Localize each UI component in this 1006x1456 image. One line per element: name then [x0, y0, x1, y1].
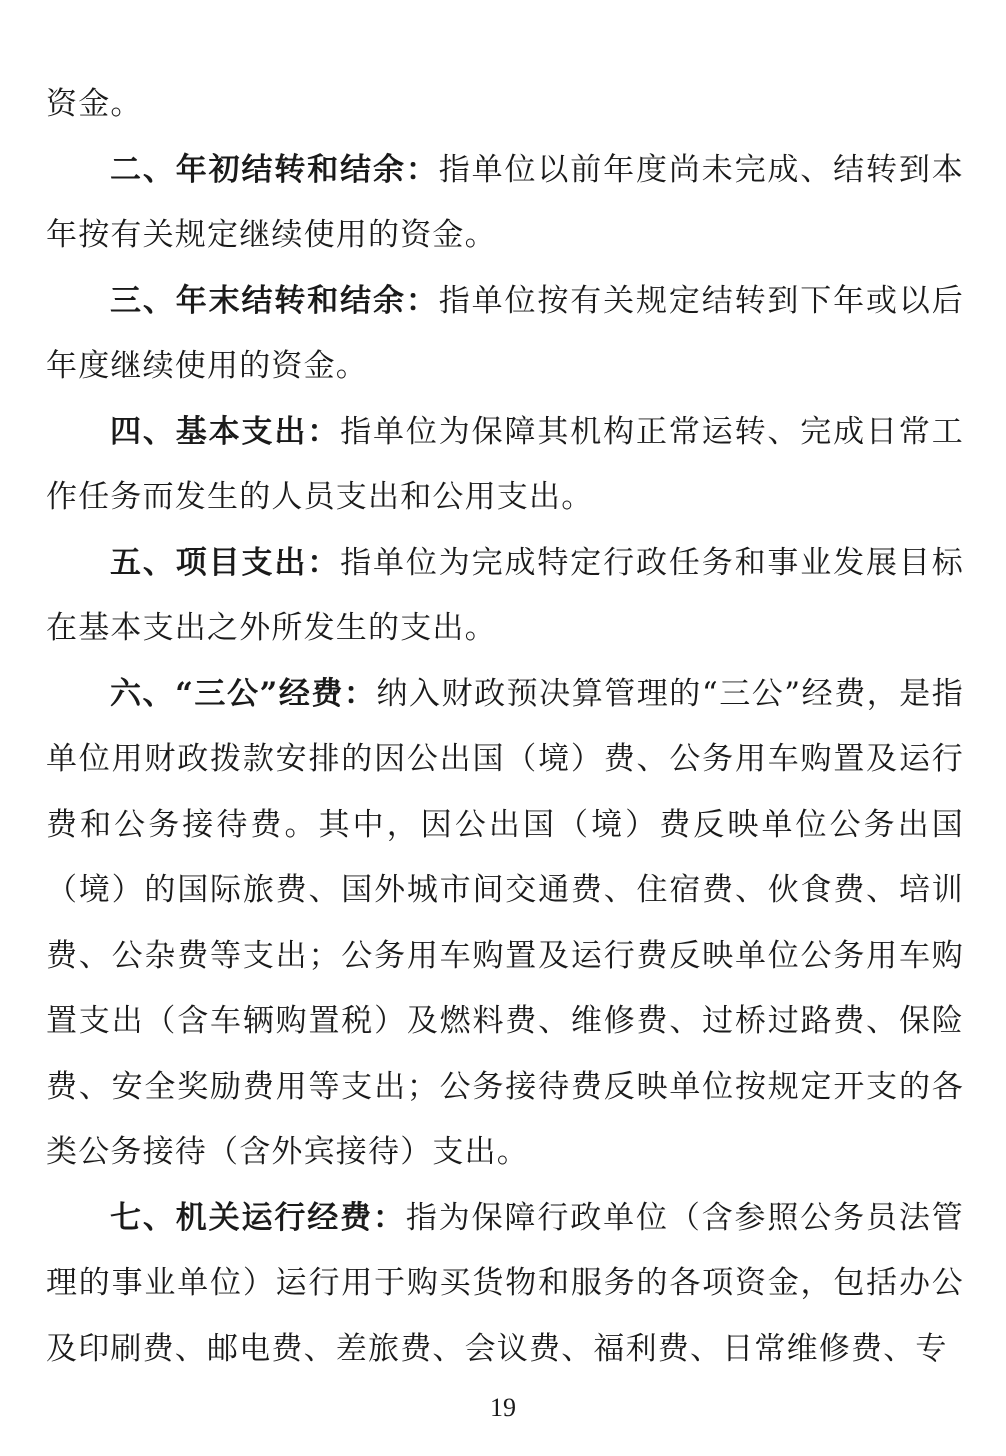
section-term: 三、年末结转和结余： — [110, 282, 439, 319]
section-term: 二、年初结转和结余： — [110, 151, 439, 188]
section-body: 指单位为保障其机构正常运转、完成日常工作任务而发生的人员支出和公用支出。 — [46, 413, 964, 515]
opening-text: 资金。 — [46, 86, 143, 122]
section-body: 指单位以前年度尚未完成、结转到本年按有关规定继续使用的资金。 — [46, 151, 964, 253]
section-paragraph-3 — [46, 269, 964, 400]
section-term: 四、基本支出： — [110, 413, 341, 450]
section-term: 六、“三公”经费： — [110, 675, 377, 712]
section-paragraph-2 — [46, 138, 964, 269]
page-number: 19 — [490, 1393, 516, 1422]
opening-paragraph — [46, 72, 964, 138]
section-paragraph-4 — [46, 400, 964, 531]
section-body: 指单位为完成特定行政任务和事业发展目标在基本支出之外所发生的支出。 — [46, 544, 964, 646]
section-paragraph-6 — [46, 662, 964, 1186]
section-term: 七、机关运行经费： — [110, 1199, 406, 1236]
section-paragraph-7 — [46, 1186, 964, 1383]
section-body: 指为保障行政单位（含参照公务员法管理的事业单位）运行用于购买货物和服务的各项资金，包括办公及印刷费、邮电费、差旅费、会议费、福利费、日常维修费、专 — [46, 1199, 964, 1367]
section-body: 纳入财政预决算管理的“三公”经费，是指单位用财政拨款安排的因公出国（境）费、公务用车购置及运行费和公务接待费。其中，因公出国（境）费反映单位公务出国（境）的国际旅费、国外城市间交通费、住宿费、伙食费、培训费、公杂费等支出；公务用车购置及运行费反映单位公务用车购置支出（含车辆购置税）及燃料费、维修费、过桥过路费、保险费、安全奖励费用等支出；公务接待费反映单位按规定开支的各类公务接待（含外宾接待）支出。 — [46, 675, 964, 1170]
document-body — [46, 72, 964, 1382]
section-body: 指单位按有关规定结转到下年或以后年度继续使用的资金。 — [46, 282, 964, 384]
section-term: 五、项目支出： — [110, 544, 341, 581]
section-paragraph-5 — [46, 531, 964, 662]
